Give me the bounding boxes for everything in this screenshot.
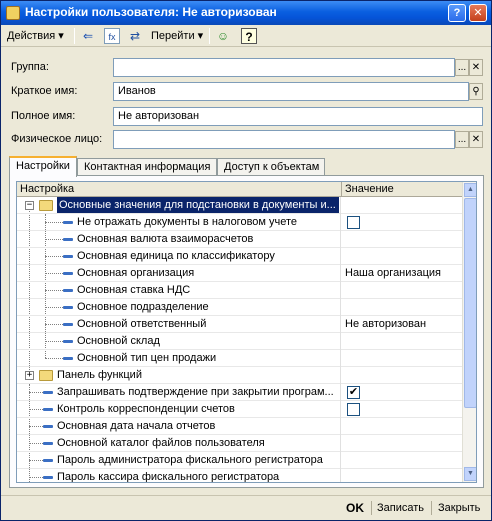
refresh-icon[interactable]: ⇄ xyxy=(129,29,141,43)
tree-row-setting[interactable] xyxy=(17,384,462,401)
person-label: Физическое лицо: xyxy=(11,133,103,145)
row-label: Основной каталог файлов пользователя xyxy=(57,437,265,449)
row-label: Пароль кассира фискального регистратора xyxy=(57,471,280,483)
select-icon[interactable]: ... xyxy=(455,131,469,148)
row-label: Запрашивать подтверждение при закрытии програм... xyxy=(57,386,334,398)
actions-menu[interactable]: Действия ▾ xyxy=(7,30,64,42)
full-name-field[interactable]: Не авторизован xyxy=(113,107,483,126)
toolbar xyxy=(1,25,491,47)
actions-menu-label: Действия xyxy=(7,30,56,42)
tree-row-setting[interactable] xyxy=(17,418,462,435)
row-label: Основные значения для подстановки в документы и... xyxy=(57,197,339,213)
goto-menu[interactable]: Перейти ▾ xyxy=(151,30,204,42)
formula-icon[interactable]: fx xyxy=(104,28,120,44)
setting-item-icon xyxy=(63,340,73,343)
full-name-label: Полное имя: xyxy=(11,110,76,122)
tree-row-setting[interactable] xyxy=(17,333,462,350)
row-value[interactable] xyxy=(342,248,462,265)
setting-item-icon xyxy=(63,255,73,258)
goto-menu-label: Перейти xyxy=(151,30,195,42)
scroll-thumb[interactable] xyxy=(464,198,477,408)
toolbar-separator xyxy=(209,28,210,44)
row-value[interactable] xyxy=(342,333,462,350)
tab-settings[interactable]: Настройки xyxy=(9,156,77,177)
tree-row-setting[interactable] xyxy=(17,452,462,469)
close-button[interactable]: Закрыть xyxy=(438,502,481,514)
setting-item-icon xyxy=(63,221,73,224)
save-button[interactable]: Записать xyxy=(377,502,425,514)
clear-icon[interactable]: ✕ xyxy=(469,131,483,148)
group-field[interactable] xyxy=(113,58,455,77)
button-separator xyxy=(431,501,432,515)
person-field[interactable] xyxy=(113,130,455,149)
row-label: Пароль администратора фискального регистратора xyxy=(57,454,323,466)
grid-header xyxy=(17,182,462,197)
scroll-down-icon[interactable]: ▼ xyxy=(464,467,477,481)
tree-row-setting[interactable] xyxy=(17,299,462,316)
row-label: Основной склад xyxy=(77,335,160,347)
folder-icon xyxy=(39,200,53,211)
row-label: Основное подразделение xyxy=(77,301,209,313)
folder-icon xyxy=(39,370,53,381)
toolbar-separator xyxy=(74,28,75,44)
select-icon[interactable]: ... xyxy=(455,59,469,76)
setting-item-icon xyxy=(63,323,73,326)
checkbox-control-corr[interactable] xyxy=(347,403,360,416)
tree-row-setting[interactable] xyxy=(17,231,462,248)
search-icon[interactable]: ⚲ xyxy=(469,83,483,100)
tree-row-setting[interactable] xyxy=(17,265,462,282)
row-value[interactable] xyxy=(342,452,462,469)
row-value[interactable] xyxy=(342,282,462,299)
row-label: Основная ставка НДС xyxy=(77,284,191,296)
vertical-scrollbar[interactable] xyxy=(462,182,477,482)
bottom-bar xyxy=(1,495,491,521)
setting-item-icon xyxy=(63,289,73,292)
row-value[interactable] xyxy=(342,231,462,248)
row-label: Панель функций xyxy=(57,369,142,381)
setting-item-icon xyxy=(43,476,53,479)
back-arrow-icon[interactable]: ⇐ xyxy=(82,29,94,43)
ok-button[interactable]: OK xyxy=(346,501,364,515)
setting-item-icon xyxy=(43,425,53,428)
question-icon[interactable]: ? xyxy=(241,28,257,44)
tree-row-setting[interactable] xyxy=(17,248,462,265)
tree-row-setting[interactable] xyxy=(17,469,462,483)
row-value[interactable] xyxy=(342,401,462,418)
window-title: Настройки пользователя: Не авторизован xyxy=(25,5,277,19)
tree-row-setting[interactable] xyxy=(17,282,462,299)
row-value[interactable] xyxy=(342,350,462,367)
checkbox-confirm-exit[interactable]: ✔ xyxy=(348,386,359,398)
row-value[interactable]: Наша организация xyxy=(345,267,441,279)
row-label: Основная валюта взаиморасчетов xyxy=(77,233,254,245)
checkbox-no-tax-docs[interactable] xyxy=(347,216,360,229)
expand-icon[interactable]: + xyxy=(26,370,33,380)
tab-contact-info[interactable]: Контактная информация xyxy=(77,158,217,176)
tree-row-setting[interactable] xyxy=(17,316,462,333)
row-value[interactable] xyxy=(342,384,462,401)
button-separator xyxy=(371,501,372,515)
row-value[interactable] xyxy=(342,418,462,435)
short-name-field[interactable]: Иванов xyxy=(113,82,469,101)
col-setting-header[interactable]: Настройка xyxy=(17,182,342,197)
setting-item-icon xyxy=(63,238,73,241)
setting-item-icon xyxy=(43,391,53,394)
row-value[interactable] xyxy=(342,367,462,384)
row-value[interactable] xyxy=(342,214,462,231)
tree-row-setting[interactable] xyxy=(17,214,462,231)
setting-item-icon xyxy=(63,357,73,360)
tree-row-setting[interactable] xyxy=(17,401,462,418)
help-icon[interactable]: ? xyxy=(448,4,466,22)
col-value-header[interactable]: Значение xyxy=(345,183,394,195)
row-value[interactable] xyxy=(342,435,462,452)
setting-item-icon xyxy=(63,306,73,309)
collapse-icon[interactable]: − xyxy=(26,200,33,210)
tree-row-setting[interactable] xyxy=(17,435,462,452)
title-bar[interactable] xyxy=(1,1,491,25)
tree-row-group[interactable] xyxy=(17,197,462,214)
settings-tree-grid[interactable] xyxy=(16,181,477,483)
tab-object-access[interactable]: Доступ к объектам xyxy=(217,158,325,176)
row-label: Основная единица по классификатору xyxy=(77,250,275,262)
settings-panel xyxy=(9,175,484,488)
setting-item-icon xyxy=(43,459,53,462)
row-value[interactable]: Не авторизован xyxy=(345,318,427,330)
clear-icon[interactable]: ✕ xyxy=(469,59,483,76)
tree-row-setting[interactable] xyxy=(17,350,462,367)
close-icon[interactable]: ✕ xyxy=(469,4,487,22)
row-label: Не отражать документы в налоговом учете xyxy=(77,216,298,228)
app-icon xyxy=(6,6,20,20)
row-value[interactable] xyxy=(342,469,462,483)
group-label: Группа: xyxy=(11,61,49,73)
setting-item-icon xyxy=(63,272,73,275)
row-label: Основной тип цен продажи xyxy=(77,352,217,364)
short-name-label: Краткое имя: xyxy=(11,85,78,97)
user-icon[interactable]: ☺ xyxy=(216,29,230,43)
row-value[interactable] xyxy=(342,299,462,316)
row-value[interactable] xyxy=(342,197,462,214)
tree-row-group[interactable] xyxy=(17,367,462,384)
row-label: Основной ответственный xyxy=(77,318,207,330)
row-label: Основная дата начала отчетов xyxy=(57,420,216,432)
scroll-up-icon[interactable]: ▲ xyxy=(464,183,477,197)
setting-item-icon xyxy=(43,442,53,445)
row-label: Основная организация xyxy=(77,267,195,279)
row-label: Контроль корреспонденции счетов xyxy=(57,403,235,415)
setting-item-icon xyxy=(43,408,53,411)
